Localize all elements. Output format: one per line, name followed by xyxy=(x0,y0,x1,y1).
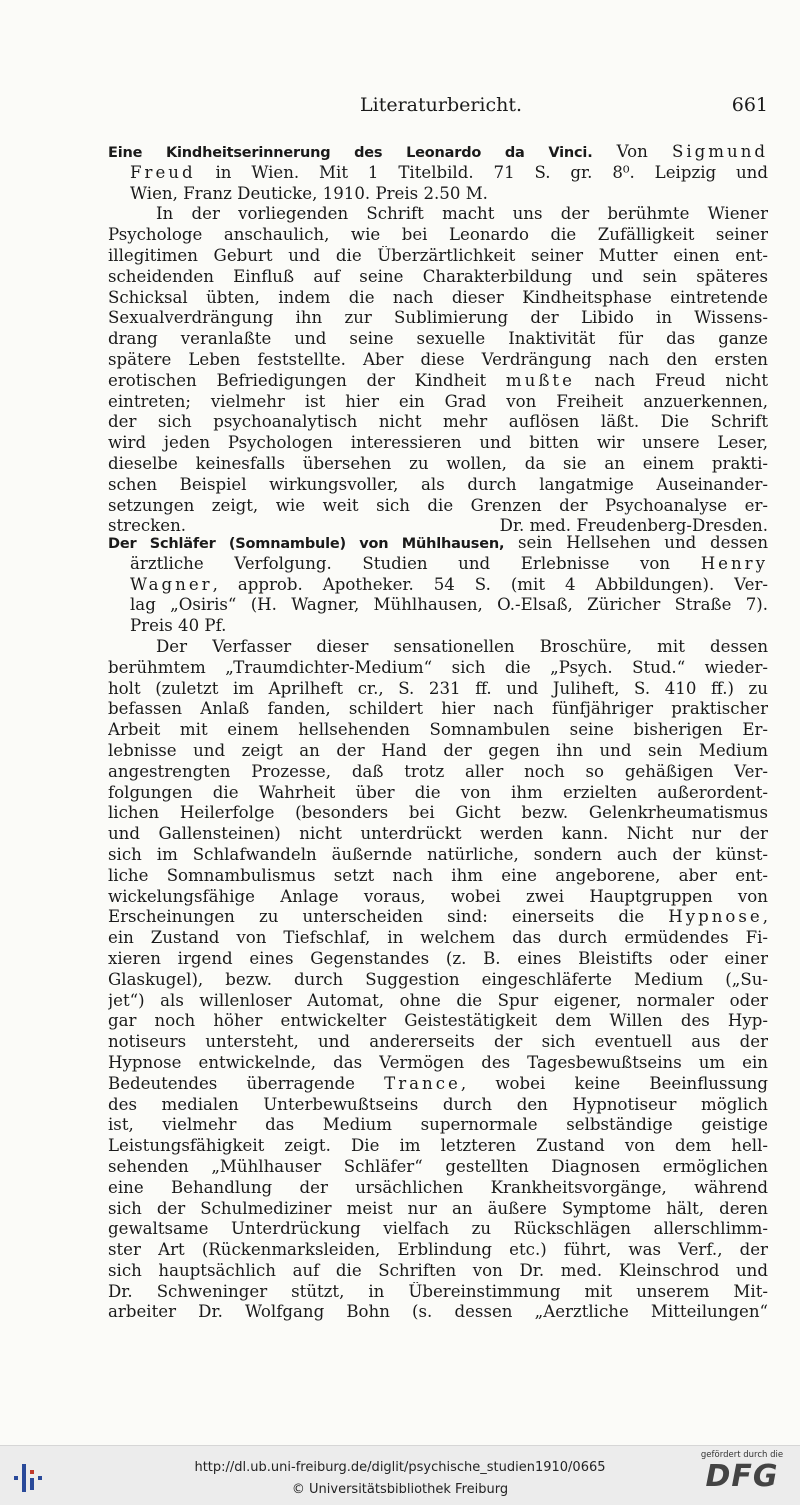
text-line xyxy=(108,1178,768,1199)
copyright-notice: © Universitätsbibliothek Freiburg xyxy=(291,1482,509,1497)
text-span: In der vorliegenden Schrift macht uns der berühmte Wiener xyxy=(156,204,768,224)
text-span: drang veranlaßte und seine sexuelle Inaktivität für das ganze xyxy=(108,329,768,349)
text-span: ein Zustand von Tiefschlaf, in welchem das durch ermüdendes Fi- xyxy=(108,928,768,948)
text-span: mußte xyxy=(505,370,575,390)
text-line xyxy=(108,658,768,679)
text-span: erotischen Befriedigungen der Kindheit xyxy=(108,370,506,390)
text-span: Wien, Franz Deuticke, 1910. Preis 2.50 M. xyxy=(130,183,488,203)
text-span: sein Hellsehen und dessen xyxy=(504,533,768,552)
text-span: eine Behandlung der ursächlichen Krankheitsvorgänge, während xyxy=(108,1177,768,1197)
text-line xyxy=(108,554,768,575)
text-line xyxy=(108,1261,768,1282)
text-line xyxy=(108,866,768,887)
text-span: Der Verfasser dieser sensationellen Broschüre, mit dessen xyxy=(156,636,768,656)
text-span: holt (zuletzt im Aprilheft cr., S. 231 ff. und Juliheft, S. 410 ff.) zu xyxy=(108,678,768,698)
text-line xyxy=(108,163,768,184)
text-span: folgungen die Wahrheit über die von ihm erzielten außerordent- xyxy=(108,782,768,802)
dfg-caption: gefördert durch die xyxy=(700,1450,784,1460)
text-line xyxy=(108,1053,768,1074)
text-line xyxy=(108,1074,768,1095)
text-span: Trance xyxy=(384,1073,461,1093)
text-line xyxy=(108,991,768,1012)
text-span: schen Beispiel wirkungsvoller, als durch langatmige Auseinander- xyxy=(108,474,768,494)
text-line xyxy=(108,392,768,413)
text-span: jet“) als willenloser Automat, ohne die Spur eigener, normaler oder xyxy=(108,990,768,1010)
text-span: , xyxy=(762,907,768,927)
text-span: xieren irgend eines Gegenstandes (z. B. eines Bleistifts oder einer xyxy=(108,948,768,968)
text-line xyxy=(108,1115,768,1136)
text-span: ist, vielmehr das Medium supernormale selbständige geistige xyxy=(108,1115,768,1135)
text-span: gewaltsame Unterdrückung vielfach zu Rückschlägen allerschlimm- xyxy=(108,1219,768,1239)
text-span: eintreten; vielmehr ist hier ein Grad von Freiheit anzuerkennen, xyxy=(108,391,768,411)
text-line xyxy=(108,616,768,637)
text-line xyxy=(108,741,768,762)
text-line xyxy=(108,803,768,824)
text-span: wird jeden Psychologen interessieren und bitten wir unsere Leser, xyxy=(108,433,768,453)
text-line xyxy=(108,1136,768,1157)
text-line xyxy=(108,824,768,845)
dfg-logo[interactable] xyxy=(694,1450,790,1502)
text-line xyxy=(108,907,768,928)
text-line xyxy=(108,637,768,658)
text-line xyxy=(108,679,768,700)
text-line xyxy=(108,720,768,741)
text-line xyxy=(108,533,768,554)
text-span: sich der Schulmediziner meist nur an äußere Symptome hält, deren xyxy=(108,1198,768,1218)
text-span: ster Art (Rückenmarksleiden, Erblindung etc.) führt, was Verf., der xyxy=(108,1240,768,1260)
text-span: illegitimen Geburt und die Überzärtlichkeit seiner Mutter einen ent- xyxy=(108,245,768,265)
text-line xyxy=(108,350,768,371)
text-span: Bedeutendes überragende xyxy=(108,1073,385,1093)
text-span: Sexualverdrängung ihn zur Sublimierung der Libido in Wissens- xyxy=(108,308,768,328)
text-span: Preis 40 Pf. xyxy=(130,616,227,636)
text-line xyxy=(108,308,768,329)
entry-title: Der Schläfer (Somnambule) von Mühlhausen, xyxy=(108,536,505,552)
text-span: in Wien. Mit 1 Titelbild. 71 S. gr. 8⁰. Leipzig und xyxy=(195,162,768,182)
review-entry-leonardo xyxy=(108,142,768,537)
text-line xyxy=(108,371,768,392)
review-entry-schlaefer xyxy=(108,533,768,1323)
text-line xyxy=(108,142,768,163)
text-line xyxy=(108,496,768,517)
text-span: sich im Schlafwandeln äußernde natürliche, sondern auch der künst- xyxy=(108,844,768,864)
text-span: setzungen zeigt, wie weit sich die Grenzen der Psychoanalyse er- xyxy=(108,495,768,515)
text-line xyxy=(108,845,768,866)
text-line xyxy=(108,970,768,991)
text-span: der sich psychoanalytisch nicht mehr auflösen läßt. Die Schrift xyxy=(108,412,768,432)
text-span: Hypnose entwickelnde, das Vermögen des Tagesbewußtseins um ein xyxy=(108,1052,768,1072)
text-span: berühmtem „Traumdichter-Medium“ sich die „Psych. Stud.“ wieder- xyxy=(108,657,768,677)
text-line xyxy=(108,575,768,596)
text-span: lebnisse und zeigt an der Hand der gegen ihn und sein Medium xyxy=(108,740,768,760)
text-line xyxy=(108,1240,768,1261)
text-span: Psychologe anschaulich, wie bei Leonardo die Zufälligkeit seiner xyxy=(108,225,768,245)
text-span: , wobei keine Beeinflussung xyxy=(460,1073,768,1093)
text-line xyxy=(108,1199,768,1220)
text-span: lag „Osiris“ (H. Wagner, Mühlhausen, O.-Elsaß, Züricher Straße 7). xyxy=(130,595,768,615)
text-span: dieselbe keinesfalls übersehen zu wollen, da sie an einem prakti- xyxy=(108,453,768,473)
text-line xyxy=(108,1157,768,1178)
text-span: des medialen Unterbewußtseins durch den Hypnotiseur möglich xyxy=(108,1094,768,1114)
text-line xyxy=(108,225,768,246)
text-span: sehenden „Mühlhauser Schläfer“ gestellten Diagnosen ermöglichen xyxy=(108,1156,768,1176)
text-span: liche Somnambulismus setzt nach ihm eine angeborene, aber ent- xyxy=(108,865,768,885)
text-span: , approb. Apotheker. 54 S. (mit 4 Abbildungen). Ver- xyxy=(212,574,768,594)
text-span: Von xyxy=(592,142,672,161)
text-span: wickelungsfähige Anlage voraus, wobei zwei Hauptgruppen von xyxy=(108,886,768,906)
running-title: Literaturbericht. xyxy=(360,94,523,116)
text-line xyxy=(108,1282,768,1303)
text-span: Leistungsfähigkeit zeigt. Die im letzteren Zustand von dem hell- xyxy=(108,1136,768,1156)
text-span: gar noch höher entwickelter Geistestätigkeit dem Willen des Hyp- xyxy=(108,1011,768,1031)
text-span: Wagner xyxy=(130,574,213,594)
text-line xyxy=(108,1095,768,1116)
text-line xyxy=(108,762,768,783)
text-span: Hypnose xyxy=(668,907,763,927)
text-line xyxy=(108,1219,768,1240)
text-line xyxy=(108,699,768,720)
text-span: nach Freud nicht xyxy=(574,370,768,390)
text-span: scheidenden Einfluß auf seine Charakterbildung und sein späteres xyxy=(108,266,768,286)
running-header xyxy=(360,94,770,124)
text-line xyxy=(108,1032,768,1053)
text-line xyxy=(108,595,768,616)
entry-title: Eine Kindheitserinnerung des Leonardo da Vinci. xyxy=(108,145,593,161)
text-line xyxy=(108,949,768,970)
text-line xyxy=(108,267,768,288)
text-line xyxy=(108,246,768,267)
text-span: Sigmund xyxy=(671,142,768,161)
text-span: strecken. xyxy=(108,516,187,536)
permalink-url[interactable]: http://dl.ub.uni-freiburg.de/diglit/psychische_studien1910/0665 xyxy=(194,1460,606,1475)
text-span: Erscheinungen zu unterscheiden sind: einerseits die xyxy=(108,907,669,927)
text-span: Glaskugel), bezw. durch Suggestion eingeschläferte Medium („Su- xyxy=(108,969,768,989)
text-span: Henry xyxy=(700,553,768,573)
dfg-wordmark: DFG xyxy=(705,1459,779,1494)
text-line xyxy=(108,204,768,225)
text-span: ärztliche Verfolgung. Studien und Erlebnisse von xyxy=(130,553,701,573)
text-span: sich hauptsächlich auf die Schriften von Dr. med. Kleinschrod und xyxy=(108,1260,768,1280)
viewer-footer xyxy=(0,1445,800,1505)
text-line xyxy=(108,454,768,475)
text-line xyxy=(108,329,768,350)
text-span: lichen Heilerfolge (besonders bei Gicht bezw. Gelenkrheumatismus xyxy=(108,803,768,823)
text-span: Schicksal übten, indem die nach dieser Kindheitsphase eintretende xyxy=(108,287,768,307)
text-line xyxy=(108,1011,768,1032)
text-line xyxy=(108,184,768,205)
text-span: Dr. Schweninger stützt, in Übereinstimmung mit unserem Mit- xyxy=(108,1281,768,1301)
text-line xyxy=(108,1302,768,1323)
text-span: angestrengten Prozesse, daß trotz aller noch so gehäßigen Ver- xyxy=(108,761,768,781)
text-line xyxy=(108,887,768,908)
text-span: und Gallensteinen) nicht unterdrückt werden kann. Nicht nur der xyxy=(108,824,768,844)
text-span: Arbeit mit einem hellsehenden Somnambulen seine bisherigen Er- xyxy=(108,720,768,740)
text-line xyxy=(108,412,768,433)
text-line xyxy=(108,928,768,949)
page-number: 661 xyxy=(731,94,768,116)
text-span: spätere Leben feststellte. Aber diese Verdrängung nach den ersten xyxy=(108,349,768,369)
text-line xyxy=(108,433,768,454)
text-line xyxy=(108,783,768,804)
text-span: befassen Anlaß fanden, schildert hier nach fünfjähriger praktischer xyxy=(108,699,768,719)
reviewer-signature: Dr. med. Freudenberg-Dresden. xyxy=(499,516,768,536)
text-span: Freud xyxy=(130,162,196,182)
text-span: notiseurs untersteht, und andererseits der sich eventuell aus der xyxy=(108,1032,768,1052)
text-line xyxy=(108,475,768,496)
text-line xyxy=(108,288,768,309)
text-span: arbeiter Dr. Wolfgang Bohn (s. dessen „Aerztliche Mitteilungen“ xyxy=(108,1302,768,1322)
